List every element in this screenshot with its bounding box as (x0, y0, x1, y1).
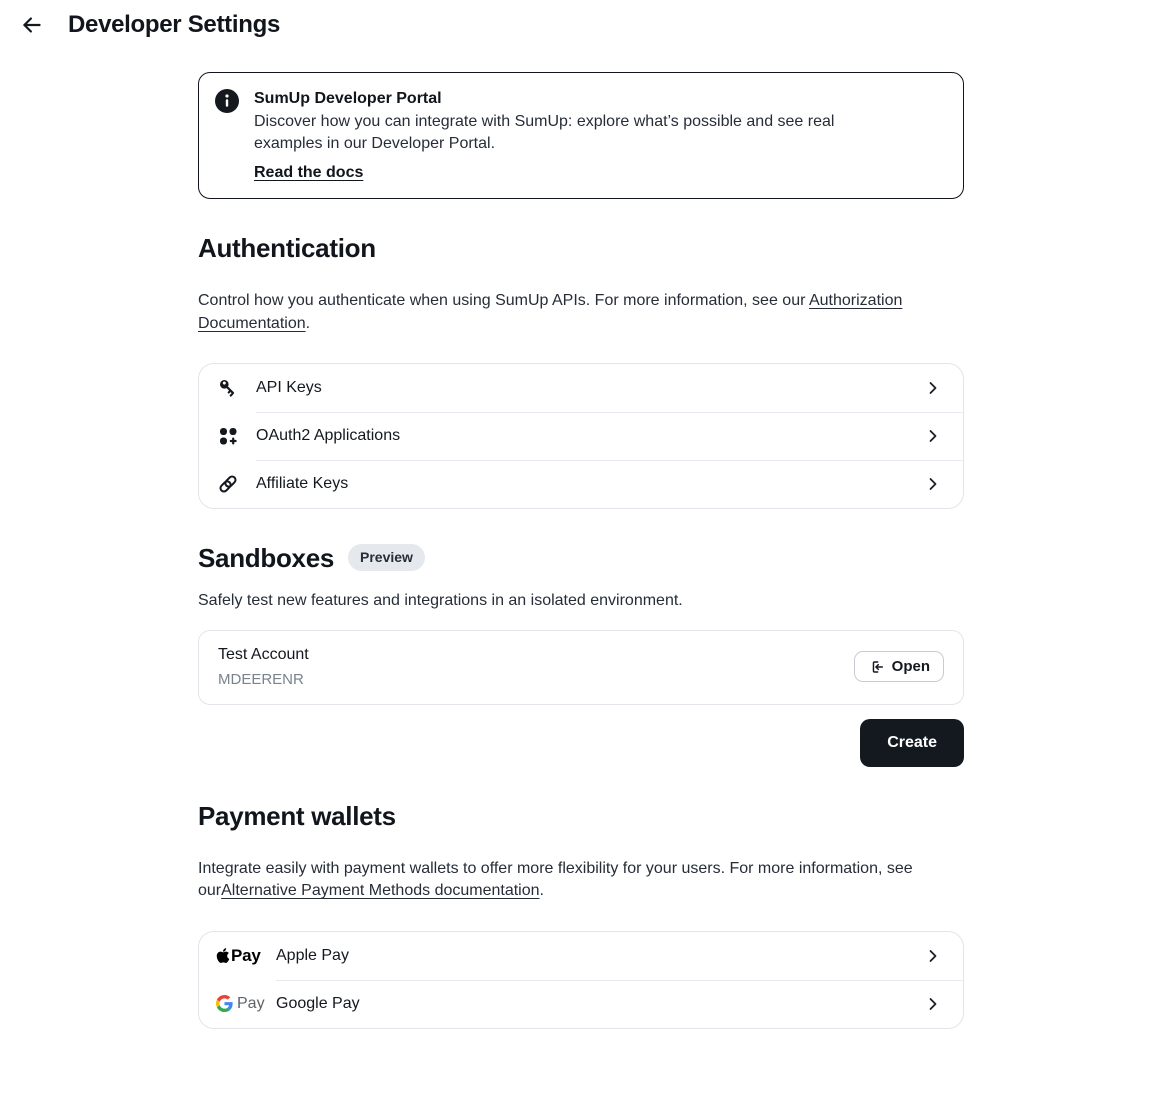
apps-plus-icon (216, 424, 240, 448)
payment-wallets-description (198, 858, 938, 903)
sandbox-account-card (198, 630, 964, 705)
list-item-label: Google Pay (276, 994, 360, 1012)
list-item-google-pay[interactable] (199, 980, 963, 1028)
read-the-docs-link[interactable]: Read the docs (254, 164, 364, 181)
arrow-left-icon (19, 12, 45, 38)
link-icon (216, 472, 240, 496)
sandbox-account-info (218, 644, 309, 690)
authentication-description (198, 290, 938, 335)
apple-icon (216, 947, 230, 964)
list-item-label: API Keys (256, 379, 322, 396)
sandboxes-heading-text: Sandboxes (198, 543, 335, 573)
back-button[interactable] (16, 9, 48, 41)
enter-icon (868, 659, 884, 675)
sandbox-account-code: MDEERENR (218, 670, 304, 688)
chevron-right-icon (923, 378, 943, 398)
list-item-label: Affiliate Keys (256, 475, 349, 492)
authentication-list (198, 363, 964, 509)
list-item-apple-pay[interactable] (199, 932, 963, 980)
create-button-row (198, 719, 964, 767)
authentication-description-period: . (305, 314, 311, 332)
apple-pay-logo-text: Pay (231, 945, 261, 965)
chevron-right-icon (923, 474, 943, 494)
open-button-label: Open (891, 658, 930, 675)
chevron-right-icon (923, 426, 943, 446)
alternative-payment-methods-link[interactable]: Alternative Payment Methods documentation (221, 882, 540, 899)
authentication-description-text: Control how you authenticate when using SumUp APIs. For more information, see our (198, 292, 809, 309)
google-pay-logo (216, 994, 265, 1013)
content-column (198, 50, 964, 1109)
open-sandbox-button[interactable] (854, 651, 944, 682)
list-item-affiliate-keys[interactable] (199, 460, 963, 508)
banner-body: Discover how you can integrate with SumUp: explore what’s possible and see real examples in our Developer Portal. (254, 113, 835, 152)
google-pay-logo-text: Pay (237, 994, 265, 1012)
page-header (0, 0, 1162, 50)
apple-pay-logo (216, 946, 260, 966)
list-item-label: OAuth2 Applications (256, 427, 401, 444)
payment-wallets-list (198, 931, 964, 1029)
authorization-documentation-link[interactable]: Authorization Documentation (198, 292, 903, 332)
banner-title: SumUp Developer Portal (254, 90, 442, 107)
list-item-label: Apple Pay (276, 946, 349, 964)
info-icon (215, 89, 239, 113)
sandbox-account-name: Test Account (218, 645, 309, 663)
key-icon (216, 376, 240, 400)
page-title: Developer Settings (68, 11, 280, 38)
chevron-right-icon (923, 946, 943, 966)
google-g-icon (216, 995, 233, 1012)
list-item-api-keys[interactable] (199, 364, 963, 412)
chevron-right-icon (923, 994, 943, 1014)
developer-portal-banner (198, 72, 964, 199)
list-item-oauth2-applications[interactable] (199, 412, 963, 460)
create-sandbox-button[interactable]: Create (860, 719, 964, 767)
preview-badge: Preview (348, 544, 425, 571)
payment-wallets-description-text: Integrate easily with payment wallets to offer more flexibility for your users. For more information, see our (198, 859, 913, 899)
sandboxes-heading (198, 543, 964, 574)
payment-wallets-description-period: . (539, 882, 544, 899)
sandboxes-description: Safely test new features and integrations in an isolated environment. (198, 592, 683, 609)
authentication-heading: Authentication (198, 233, 376, 263)
payment-wallets-heading: Payment wallets (198, 800, 396, 831)
banner-content (254, 87, 854, 182)
